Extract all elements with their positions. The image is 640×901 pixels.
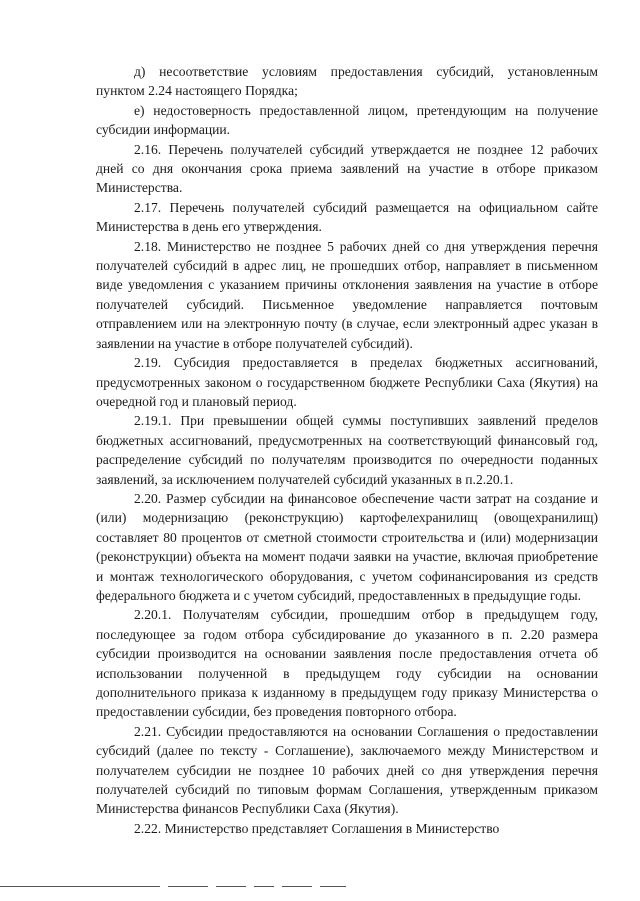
paragraph-2-20-1: 2.20.1. Получателям субсидии, прошедшим отбор в предыдущем году, последующее за годом отбора субсидирование до указанного в п. 2.20 размера субсидии производится на основании заявления после предоставления отчета об использовании полученной в предыдущем году субсидии на основании дополнительного приказа к изданному в предыдущем году приказу Министерства о предоставлении субсидии, без проведения повторного отбора.: [96, 607, 598, 720]
paragraph-2-17: 2.17. Перечень получателей субсидий размещается на официальном сайте Министерства в день его утверждения.: [96, 199, 598, 235]
footer-divider: [0, 884, 640, 890]
footer-rule-segment: [254, 886, 274, 887]
footer-rule-segment: [216, 886, 246, 887]
paragraph-2-22: 2.22. Министерство представляет Соглашения в Министерство: [134, 820, 500, 836]
paragraph-2-19: 2.19. Субсидия предоставляется в пределах бюджетных ассигнований, предусмотренных законом о государственном бюджете Республики Саха (Якутия) на очередной год и плановый период.: [96, 355, 598, 409]
document-body: [96, 62, 598, 838]
footer-rule-segment: [320, 886, 346, 887]
paragraph-item-d: д) несоответствие условиям предоставления субсидий, установленным пунктом 2.24 настоящего Порядка;: [96, 64, 598, 99]
paragraph-2-21: 2.21. Субсидии предоставляются на основании Соглашения о предоставлении субсидий (далее по тексту - Соглашение), заключаемого между Министерством и получателем субсидии не позднее 10 рабочих дней со дня утверждения перечня получателей субсидий по типовым формам Соглашения, утвержденным приказом Министерства финансов Республики Саха (Якутия).: [96, 723, 598, 817]
paragraph-2-19-1: 2.19.1. При превышении общей суммы поступивших заявлений пределов бюджетных ассигнований, предусмотренных на соответствующий финансовый год, распределение субсидий по получателям производится по очередности поданных заявлений, за исключением получателей субсидий указанных в п.2.20.1.: [96, 413, 598, 487]
paragraph-2-16: 2.16. Перечень получателей субсидий утверждается не позднее 12 рабочих дней со дня окончания срока приема заявлений на участие в отборе приказом Министерства.: [96, 141, 598, 196]
footer-rule-segment: [282, 886, 312, 887]
footer-rule-segment: [168, 886, 208, 887]
paragraph-item-e: е) недостоверность предоставленной лицом, претендующим на получение субсидии информации.: [96, 102, 598, 138]
footer-rule-segment: [0, 886, 160, 887]
paragraph-2-20: 2.20. Размер субсидии на финансовое обеспечение части затрат на создание и (или) модернизацию (реконструкцию) картофелехранилищ (овощехранилищ) составляет 80 процентов от сметной стоимости строительства и (или) модернизации (реконструкции) объекта на момент подачи заявки на участие, включая приобретение и монтаж технологического оборудования, с учетом софинансирования из средств федерального бюджета и с учетом субсидий, предоставленных в предыдущие годы.: [96, 490, 598, 603]
paragraph-2-18: 2.18. Министерство не позднее 5 рабочих дней со дня утверждения перечня получателей субсидий в адрес лиц, не прошедших отбор, направляет в письменном виде уведомления с указанием причины отклонения заявления на участие в отборе получателей субсидий. Письменное уведомление направляется почтовым отправлением или на электронную почту (в случае, если электронный адрес указан в заявлении на участие в отборе получателей субсидий).: [96, 238, 598, 351]
